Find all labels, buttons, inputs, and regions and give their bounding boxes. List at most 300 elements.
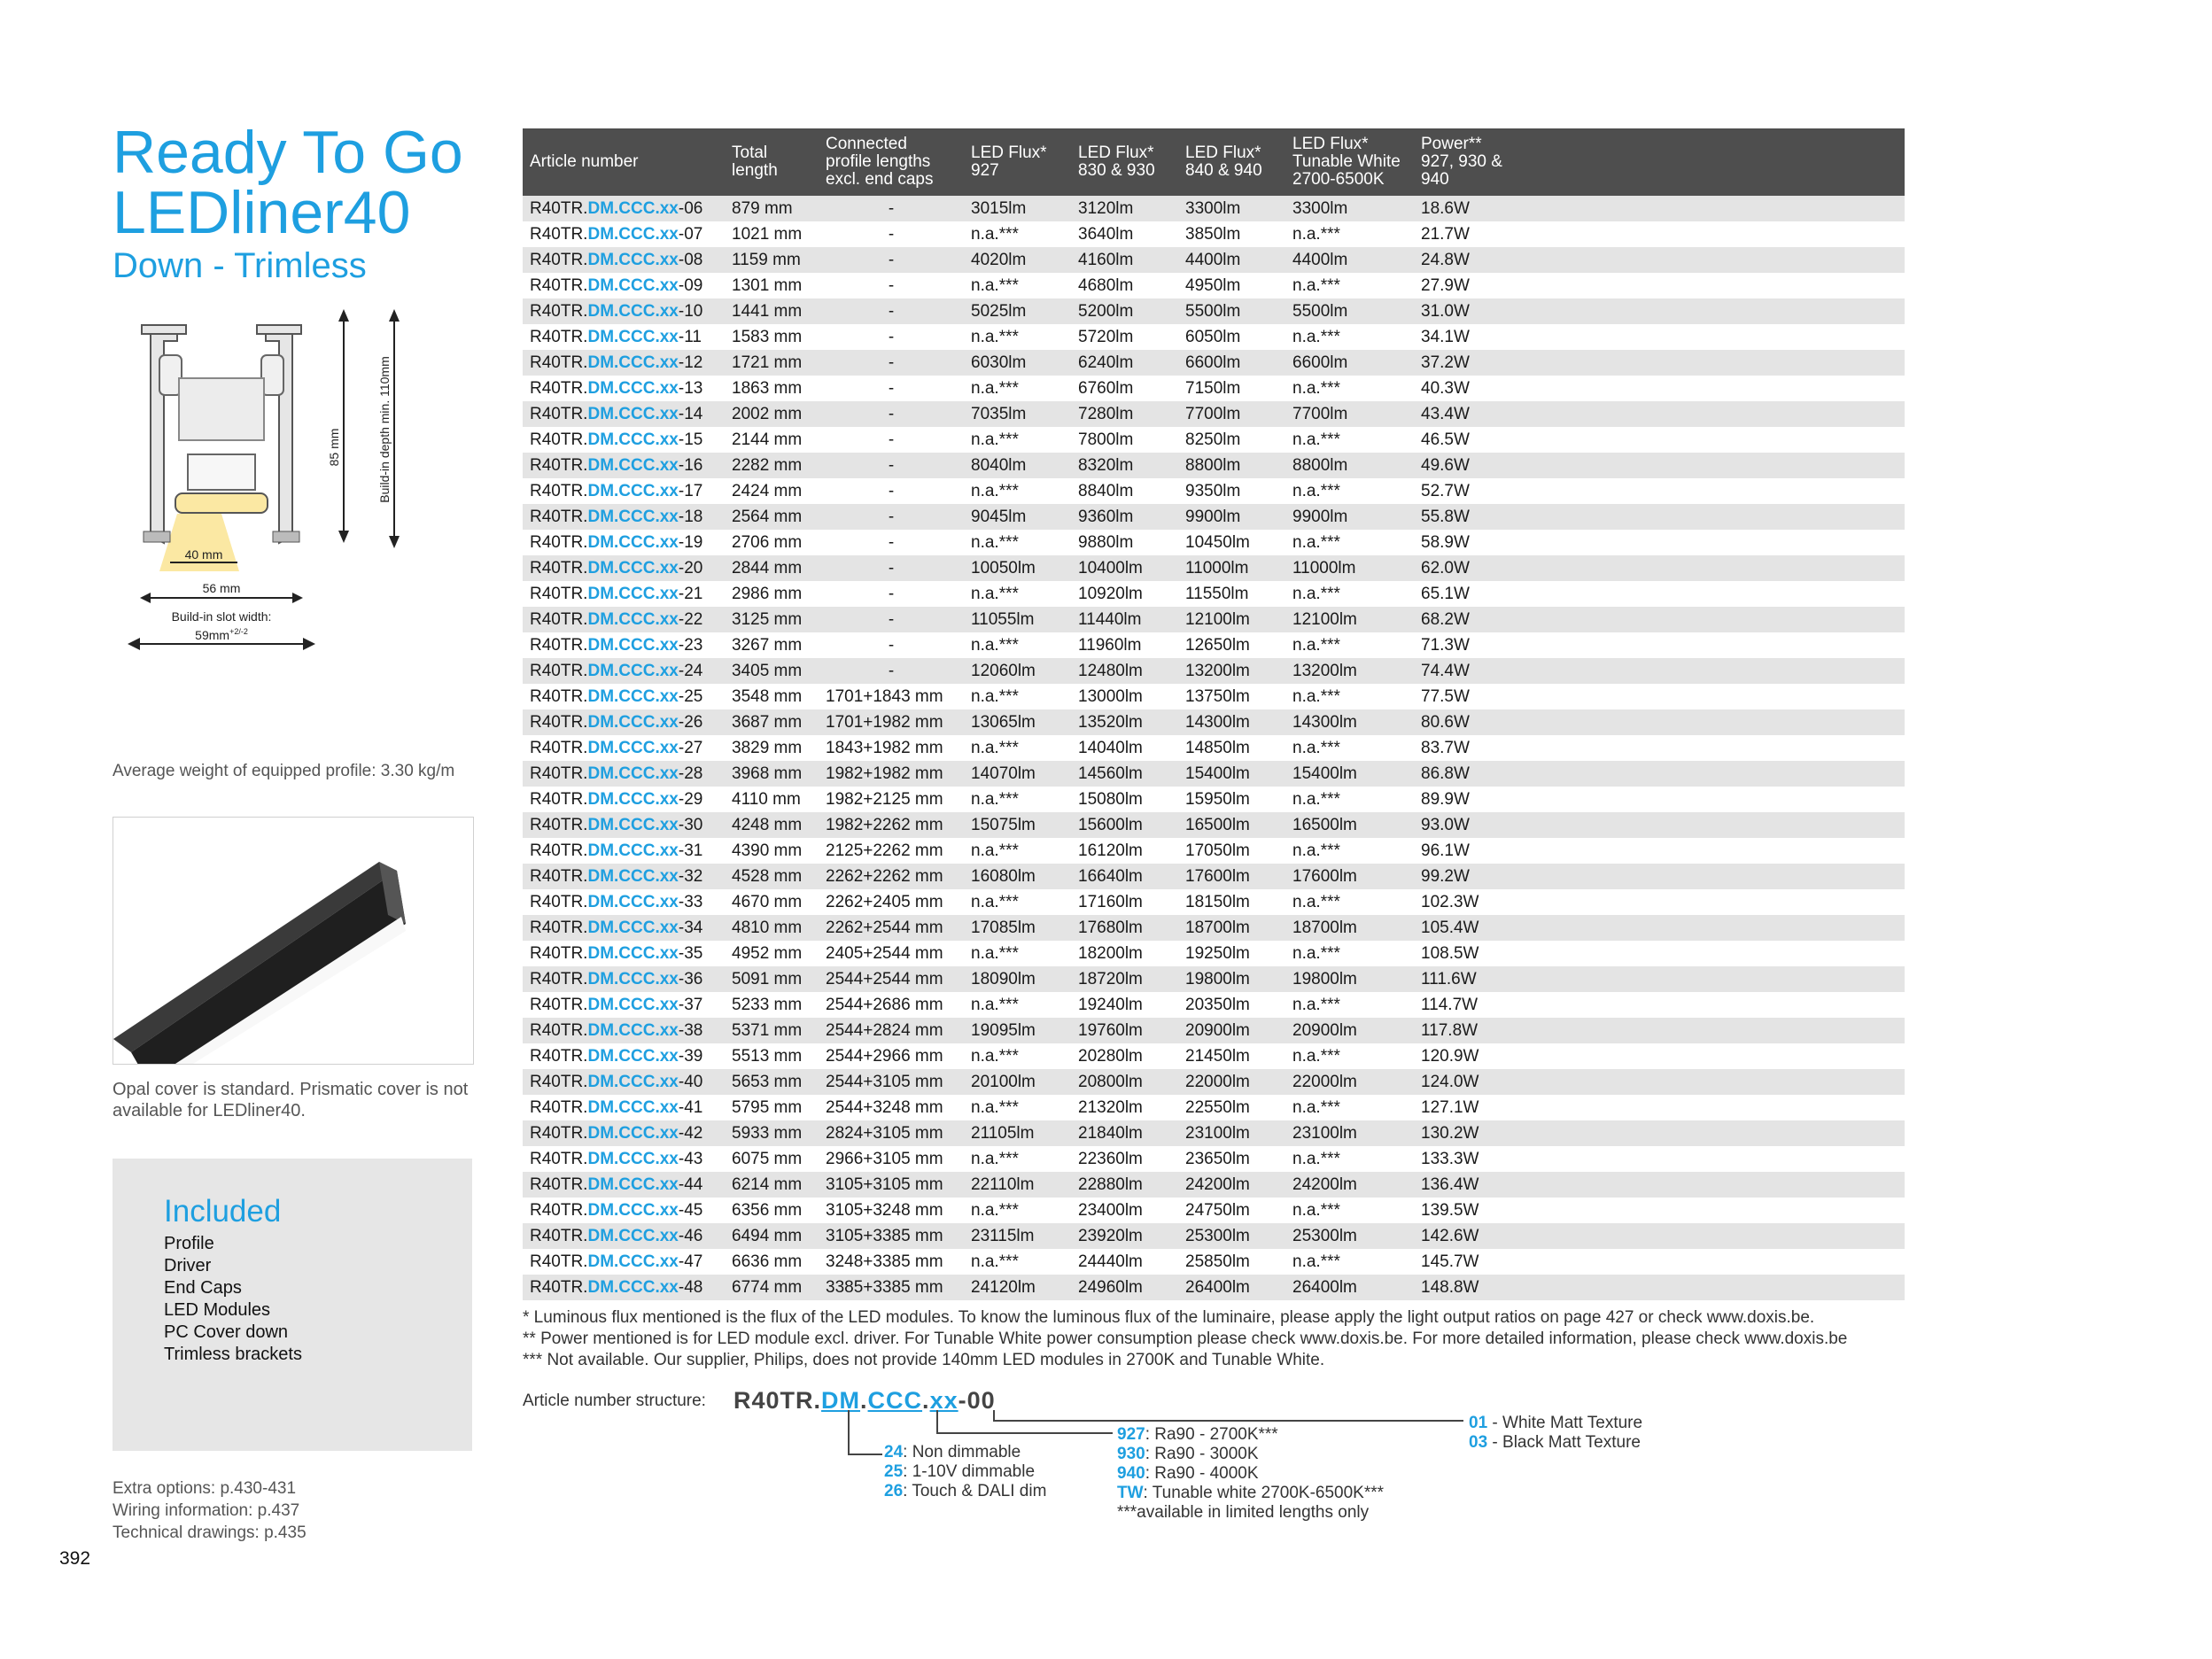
flux-927-cell: n.a.*** [964,478,1071,504]
table-row [523,247,1905,273]
power-cell: 31.0W [1414,298,1905,324]
flux-830-930-cell: 7280lm [1071,401,1178,427]
total-length-cell: 3267 mm [725,632,819,658]
total-length-cell: 6494 mm [725,1223,819,1249]
article-number-cell [523,401,725,427]
article-prefix: R40TR. [530,944,588,963]
article-number-cell [523,1146,725,1172]
article-number-cell [523,941,725,966]
outer-width-label: 56 mm [202,581,241,595]
power-cell: 46.5W [1414,427,1905,453]
power-cell: 111.6W [1414,966,1905,992]
flux-927-cell: n.a.*** [964,787,1071,812]
article-prefix: R40TR. [530,893,588,911]
article-number-cell [523,632,725,658]
table-row [523,1275,1905,1300]
connected-lengths-cell: 2966+3105 mm [819,1146,964,1172]
list-item: PC Cover down [164,1322,289,1342]
flux-tw-cell: 5500lm [1285,298,1414,324]
connected-lengths-cell: 2125+2262 mm [819,838,964,864]
flux-927-cell: n.a.*** [964,1095,1071,1120]
table-row [523,735,1905,761]
power-cell: 77.5W [1414,684,1905,709]
article-prefix: R40TR. [530,1201,588,1220]
led-module [188,454,255,490]
list-item: Trimless brackets [164,1345,302,1364]
cct-key: 940 [1117,1464,1145,1483]
connected-lengths-cell: 3248+3385 mm [819,1249,964,1275]
column-header-power: Power** 927, 930 & 940 [1414,128,1905,196]
table-row [523,453,1905,478]
connected-lengths-cell: - [819,530,964,555]
connected-lengths-cell: 2544+3248 mm [819,1095,964,1120]
connector-dimming [849,1410,882,1454]
flux-830-930-cell: 24960lm [1071,1275,1178,1300]
flux-927-cell: n.a.*** [964,376,1071,401]
flux-840-940-cell: 12650lm [1178,632,1285,658]
wiring-info-ref: Wiring information: p.437 [113,1501,300,1520]
flux-927-cell: n.a.*** [964,889,1071,915]
flux-830-930-cell: 5200lm [1071,298,1178,324]
article-code: DM.CCC.xx [587,662,679,680]
flux-830-930-cell: 22880lm [1071,1172,1178,1198]
article-suffix: -39 [678,1047,703,1066]
article-suffix: -13 [678,379,703,398]
power-cell: 105.4W [1414,915,1905,941]
article-prefix: R40TR. [530,610,588,629]
article-number-cell [523,607,725,632]
depth-label: Build-in depth min. 110mm [377,356,392,503]
total-length-cell: 4390 mm [725,838,819,864]
table-row [523,658,1905,684]
article-prefix: R40TR. [530,482,588,500]
article-suffix: -31 [678,841,703,860]
flux-927-cell: 6030lm [964,350,1071,376]
article-prefix: R40TR. [530,1150,588,1168]
article-suffix: -43 [678,1150,703,1168]
connector-color [994,1410,1463,1421]
article-suffix: -33 [678,893,703,911]
flux-tw-cell: n.a.*** [1285,478,1414,504]
article-prefix: R40TR. [530,1098,588,1117]
code-dot: . [922,1387,930,1414]
article-prefix: R40TR. [530,302,588,321]
technical-drawings-ref: Technical drawings: p.435 [113,1523,307,1542]
article-prefix: R40TR. [530,585,588,603]
flux-tw-cell: 24200lm [1285,1172,1414,1198]
flux-830-930-cell: 6760lm [1071,376,1178,401]
connected-lengths-cell: - [819,247,964,273]
article-prefix: R40TR. [530,199,588,218]
arrow-right-icon [292,593,303,603]
arrow-right-icon [303,638,315,650]
connected-lengths-cell: 1982+2125 mm [819,787,964,812]
article-code: DM.CCC.xx [587,687,679,706]
structure-label: Article number structure: [523,1392,706,1410]
power-cell: 62.0W [1414,555,1905,581]
article-number-cell [523,555,725,581]
code-prefix: R40TR. [733,1387,822,1414]
connected-lengths-cell: 2544+2544 mm [819,966,964,992]
dimming-text: : Touch & DALI dim [903,1482,1047,1500]
flux-840-940-cell: 16500lm [1178,812,1285,838]
table-row [523,992,1905,1018]
power-cell: 145.7W [1414,1249,1905,1275]
flux-tw-cell: 17600lm [1285,864,1414,889]
flux-tw-cell: n.a.*** [1285,684,1414,709]
article-code: DM.CCC.xx [587,1124,679,1143]
article-code: DM.CCC.xx [587,251,679,269]
flux-927-cell: n.a.*** [964,1043,1071,1069]
flux-830-930-cell: 4160lm [1071,247,1178,273]
table-row [523,864,1905,889]
article-number-cell [523,273,725,298]
article-prefix: R40TR. [530,328,588,346]
flux-840-940-cell: 15400lm [1178,761,1285,787]
total-length-cell: 1021 mm [725,221,819,247]
flux-830-930-cell: 21840lm [1071,1120,1178,1146]
power-cell: 24.8W [1414,247,1905,273]
flux-840-940-cell: 24200lm [1178,1172,1285,1198]
total-length-cell: 1721 mm [725,350,819,376]
connected-lengths-cell: - [819,350,964,376]
height-label: 85 mm [327,428,341,467]
article-number-cell [523,1043,725,1069]
article-prefix: R40TR. [530,816,588,834]
article-number-cell [523,992,725,1018]
flux-927-cell: 16080lm [964,864,1071,889]
total-length-cell: 5933 mm [725,1120,819,1146]
flux-830-930-cell: 8840lm [1071,478,1178,504]
article-number-cell [523,864,725,889]
code-cct: CCC [867,1387,923,1414]
article-code: DM.CCC.xx [587,867,679,886]
total-length-cell: 2986 mm [725,581,819,607]
table-row [523,941,1905,966]
table-row [523,478,1905,504]
article-code: DM.CCC.xx [587,970,679,988]
flux-840-940-cell: 9350lm [1178,478,1285,504]
article-suffix: -40 [678,1073,703,1091]
article-suffix: -21 [678,585,703,603]
table-row [523,1172,1905,1198]
article-prefix: R40TR. [530,533,588,552]
flux-830-930-cell: 3640lm [1071,221,1178,247]
connected-lengths-cell: 1701+1843 mm [819,684,964,709]
table-body [523,196,1905,1300]
flux-927-cell: 7035lm [964,401,1071,427]
page-subtitle: Down - Trimless [113,246,367,285]
flux-tw-cell: 20900lm [1285,1018,1414,1043]
article-prefix: R40TR. [530,867,588,886]
flux-840-940-cell: 8250lm [1178,427,1285,453]
flux-830-930-cell: 15600lm [1071,812,1178,838]
table-row [523,376,1905,401]
flux-840-940-cell: 22550lm [1178,1095,1285,1120]
power-cell: 93.0W [1414,812,1905,838]
article-prefix: R40TR. [530,841,588,860]
article-suffix: -29 [678,790,703,809]
article-suffix: -15 [678,430,703,449]
connected-lengths-cell: 1982+1982 mm [819,761,964,787]
article-code: DM.CCC.xx [587,713,679,732]
flux-830-930-cell: 14040lm [1071,735,1178,761]
flux-840-940-cell: 12100lm [1178,607,1285,632]
connected-lengths-cell: - [819,478,964,504]
flux-840-940-cell: 10450lm [1178,530,1285,555]
flux-927-cell: 9045lm [964,504,1071,530]
total-length-cell: 1583 mm [725,324,819,350]
article-suffix: -28 [678,764,703,783]
flux-840-940-cell: 17600lm [1178,864,1285,889]
article-number-cell [523,658,725,684]
color-key: 01 [1469,1414,1488,1432]
article-code: DM.CCC.xx [587,1073,679,1091]
power-cell: 130.2W [1414,1120,1905,1146]
table-row [523,915,1905,941]
flux-840-940-cell: 15950lm [1178,787,1285,812]
flux-830-930-cell: 18720lm [1071,966,1178,992]
flux-830-930-cell: 17160lm [1071,889,1178,915]
article-suffix: -48 [678,1278,703,1297]
flux-927-cell: 19095lm [964,1018,1071,1043]
flux-927-cell: 8040lm [964,453,1071,478]
article-prefix: R40TR. [530,996,588,1014]
flux-tw-cell: n.a.*** [1285,1043,1414,1069]
connected-lengths-cell: 3105+3248 mm [819,1198,964,1223]
flux-tw-cell: n.a.*** [1285,838,1414,864]
flux-840-940-cell: 6050lm [1178,324,1285,350]
article-code: DM.CCC.xx [587,1150,679,1168]
product-illustration [113,818,473,1064]
flux-927-cell: 5025lm [964,298,1071,324]
article-number-cell [523,889,725,915]
article-code: DM.CCC.xx [587,328,679,346]
article-prefix: R40TR. [530,662,588,680]
flux-tw-cell: 9900lm [1285,504,1414,530]
flux-tw-cell: 8800lm [1285,453,1414,478]
total-length-cell: 2844 mm [725,555,819,581]
article-code: DM.CCC.xx [587,302,679,321]
article-number-cell [523,1018,725,1043]
flux-tw-cell: n.a.*** [1285,273,1414,298]
opal-cover-note: Opal cover is standard. Prismatic cover is not available for LEDliner40. [113,1080,469,1120]
article-prefix: R40TR. [530,687,588,706]
flux-927-cell: n.a.*** [964,632,1071,658]
article-prefix: R40TR. [530,739,588,757]
flux-840-940-cell: 20350lm [1178,992,1285,1018]
power-cell: 21.7W [1414,221,1905,247]
footnote-not-available: *** Not available. Our supplier, Philips, does not provide 140mm LED modules in 2700K and Tunable White. [523,1351,1325,1369]
flux-tw-cell: 18700lm [1285,915,1414,941]
spec-table [523,128,1905,1300]
flux-830-930-cell: 3120lm [1071,196,1178,221]
table-row [523,324,1905,350]
dimming-option [884,1443,1046,1462]
flux-tw-cell: n.a.*** [1285,889,1414,915]
total-length-cell: 4810 mm [725,915,819,941]
flux-927-cell: 14070lm [964,761,1071,787]
article-prefix: R40TR. [530,636,588,655]
cct-option [1117,1464,1384,1484]
flux-840-940-cell: 7700lm [1178,401,1285,427]
connected-lengths-cell: 2824+3105 mm [819,1120,964,1146]
flux-830-930-cell: 20800lm [1071,1069,1178,1095]
article-code: DM.CCC.xx [587,1175,679,1194]
trimless-bracket-left [144,531,170,542]
flux-840-940-cell: 5500lm [1178,298,1285,324]
flux-tw-cell: n.a.*** [1285,1198,1414,1223]
table-row [523,1018,1905,1043]
table-row [523,298,1905,324]
flux-840-940-cell: 4950lm [1178,273,1285,298]
article-prefix: R40TR. [530,1278,588,1297]
slot-width-value-text [195,627,248,642]
power-cell: 99.2W [1414,864,1905,889]
article-number-cell [523,684,725,709]
dimming-text: : Non dimmable [903,1443,1021,1461]
article-number-cell [523,915,725,941]
connected-lengths-cell: - [819,401,964,427]
article-prefix: R40TR. [530,456,588,475]
total-length-cell: 4110 mm [725,787,819,812]
footnotes [523,1307,1847,1371]
table-row [523,889,1905,915]
article-code: DM.CCC.xx [587,610,679,629]
table-row [523,1223,1905,1249]
article-number-cell [523,787,725,812]
column-header-flux-927: LED Flux* 927 [964,128,1071,196]
article-suffix: -32 [678,867,703,886]
article-suffix: -14 [678,405,703,423]
article-number-cell [523,298,725,324]
profile-cross-section-diagram [124,306,505,660]
article-prefix: R40TR. [530,790,588,809]
flux-840-940-cell: 9900lm [1178,504,1285,530]
connected-lengths-cell: - [819,607,964,632]
table-row [523,607,1905,632]
connected-lengths-cell: - [819,658,964,684]
article-code: DM.CCC.xx [587,944,679,963]
article-prefix: R40TR. [530,1047,588,1066]
flux-tw-cell: 22000lm [1285,1069,1414,1095]
slot-width-label: Build-in slot width: [171,609,272,624]
article-code: DM.CCC.xx [587,1227,679,1245]
article-code: DM.CCC.xx [587,1021,679,1040]
flux-840-940-cell: 26400lm [1178,1275,1285,1300]
power-cell: 80.6W [1414,709,1905,735]
flux-tw-cell: n.a.*** [1285,581,1414,607]
connected-lengths-cell: 2262+2405 mm [819,889,964,915]
article-suffix: -47 [678,1252,703,1271]
flux-tw-cell: n.a.*** [1285,324,1414,350]
total-length-cell: 2424 mm [725,478,819,504]
total-length-cell: 3829 mm [725,735,819,761]
driver-box [179,378,264,440]
flux-tw-cell: n.a.*** [1285,735,1414,761]
power-cell: 120.9W [1414,1043,1905,1069]
article-suffix: -10 [678,302,703,321]
dimming-text: : 1-10V dimmable [903,1462,1036,1481]
article-code: DM.CCC.xx [587,225,679,244]
flux-840-940-cell: 19800lm [1178,966,1285,992]
power-cell: 43.4W [1414,401,1905,427]
article-suffix: -11 [678,328,702,346]
article-code: DM.CCC.xx [587,816,679,834]
flux-840-940-cell: 7150lm [1178,376,1285,401]
flux-tw-cell: 14300lm [1285,709,1414,735]
article-suffix: -27 [678,739,703,757]
list-item: Profile [164,1234,214,1253]
total-length-cell: 1301 mm [725,273,819,298]
flux-830-930-cell: 17680lm [1071,915,1178,941]
cct-text: : Tunable white 2700K-6500K*** [1143,1484,1385,1502]
article-prefix: R40TR. [530,405,588,423]
table-row [523,684,1905,709]
arrow-down-icon [389,536,400,548]
power-cell: 71.3W [1414,632,1905,658]
table-row [523,555,1905,581]
power-cell: 37.2W [1414,350,1905,376]
table-row [523,221,1905,247]
color-options [1469,1414,1642,1453]
flux-tw-cell: 3300lm [1285,196,1414,221]
article-number-cell [523,838,725,864]
cct-note: ***available in limited lengths only [1117,1503,1370,1522]
table-row [523,1146,1905,1172]
article-suffix: -19 [678,533,703,552]
flux-927-cell: 22110lm [964,1172,1071,1198]
cct-key: 930 [1117,1445,1145,1463]
extra-options-ref: Extra options: p.430-431 [113,1479,297,1498]
article-code: DM.CCC.xx [587,456,679,475]
cct-key: TW [1117,1484,1144,1502]
flux-927-cell: n.a.*** [964,735,1071,761]
flux-tw-cell: n.a.*** [1285,376,1414,401]
dimming-options [884,1443,1046,1501]
flux-830-930-cell: 8320lm [1071,453,1178,478]
power-cell: 65.1W [1414,581,1905,607]
flux-830-930-cell: 11440lm [1071,607,1178,632]
article-code: DM.CCC.xx [587,739,679,757]
flux-tw-cell: 19800lm [1285,966,1414,992]
flux-tw-cell: 25300lm [1285,1223,1414,1249]
article-number-cell [523,196,725,221]
table-row [523,1120,1905,1146]
flux-840-940-cell: 21450lm [1178,1043,1285,1069]
total-length-cell: 5371 mm [725,1018,819,1043]
article-code: DM.CCC.xx [587,405,679,423]
power-cell: 124.0W [1414,1069,1905,1095]
article-prefix: R40TR. [530,276,588,295]
power-cell: 136.4W [1414,1172,1905,1198]
trimless-bracket-right [273,531,299,542]
flux-840-940-cell: 13200lm [1178,658,1285,684]
table-row [523,709,1905,735]
connected-lengths-cell: - [819,376,964,401]
flux-tw-cell: n.a.*** [1285,1146,1414,1172]
total-length-cell: 3125 mm [725,607,819,632]
flux-840-940-cell: 18700lm [1178,915,1285,941]
power-cell: 83.7W [1414,735,1905,761]
connected-lengths-cell: - [819,632,964,658]
article-prefix: R40TR. [530,559,588,578]
product-name: LEDliner40 [113,179,411,246]
connected-lengths-cell: 2544+2824 mm [819,1018,964,1043]
article-suffix: -45 [678,1201,703,1220]
flux-840-940-cell: 22000lm [1178,1069,1285,1095]
connected-lengths-cell: 3385+3385 mm [819,1275,964,1300]
